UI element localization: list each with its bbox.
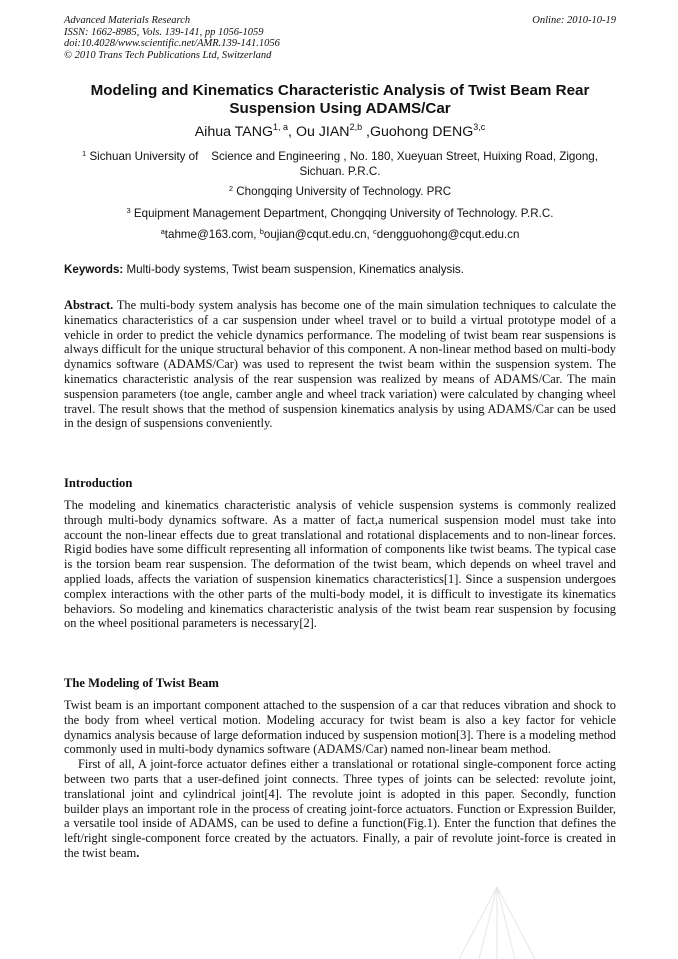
email-address[interactable]: oujian@cqut.edu.cn — [263, 228, 367, 241]
affiliation-mark: 3 — [126, 206, 131, 215]
author-name: Guohong DENG — [369, 124, 474, 140]
email-mark: c — [373, 227, 377, 236]
affiliation-2 — [64, 184, 616, 199]
author-superscript: 1, a — [273, 122, 289, 132]
author-line — [64, 124, 616, 141]
author-name: Aihua TANG — [194, 124, 274, 140]
copyright-line: © 2010 Trans Tech Publications Ltd, Switzerland — [64, 49, 272, 61]
affiliation-text: Equipment Management Department, Chongqing University of Technology. P.R.C. — [133, 207, 554, 220]
email-address[interactable]: tahme@163.com — [164, 228, 254, 241]
author-separator: , — [288, 124, 296, 140]
journal-name: Advanced Materials Research — [64, 15, 191, 26]
affiliation-text: Chongqing University of Technology. PRC — [236, 185, 452, 198]
keywords-label: Keywords: — [64, 263, 124, 276]
watermark-graphic — [455, 885, 540, 959]
email-address[interactable]: dengguohong@cqut.edu.cn — [376, 228, 520, 241]
email-mark: b — [259, 227, 264, 236]
email-mark: a — [160, 227, 165, 236]
email-separator: , — [366, 228, 373, 241]
introduction-paragraph: The modeling and kinematics characteristic analysis of vehicle suspension systems is commonly realized through multi-body dynamics software. As a matter of fact,a numerical suspension model must take into account the non-linear effects due to great translational and rotational displacements and to non-linear forces. Rigid bodies have some difficult representing all information of components like twist beams. The typical case is the torsion beam rear suspension. The deformation of the twist beam, which depends on wheel travel and applied loads, affects the variation of suspension kinematics characteristics[1]. Since a suspension undergoes complex interactions with the other parts of the multi-body model, it is difficult to investigate its kinematics behaviors. So modeling and kinematics characteristic analysis of the twist beam rear suspension by focusing on the wheel positional parameters is necessary[2]. — [64, 498, 616, 631]
doi-line: doi:10.4028/www.scientific.net/AMR.139-141.1056 — [64, 38, 280, 49]
modeling-section — [64, 698, 616, 861]
email-line — [64, 227, 616, 242]
issn-line: ISSN: 1662-8985, Vols. 139-141, pp 1056-1059 — [64, 26, 264, 38]
abstract-text: The multi-body system analysis has become one of the main simulation techniques to calculate the kinematics characteristics of a car suspension under wheel travel or to build a virtual prototype model of a vehicle in order to predict the vehicle dynamics performance. The modeling of twist beam rear suspensions is always difficult for the unique structural behavior of this component. A non-linear method based on multi-body dynamics software (ADAMS/Car) was used to represent the twist beam within the suspension system. The kinematics characteristic analysis of the rear suspension was realized by means of ADAMS/Car. The main suspension parameters (toe angle, camber angle and wheel track variation) were calculated by changing wheel travel. The result shows that the method of suspension kinematics analysis by using ADAMS/Car can be used in the design of suspensions conveniently. — [64, 298, 617, 431]
email-separator: , — [253, 228, 260, 241]
author-superscript: 2,b — [349, 122, 363, 132]
affiliation-text: Sichuan University of Science and Engineering , No. 180, Xueyuan Street, Huixing Road, Zigong, Sichuan. P.R.C. — [89, 150, 602, 178]
affiliation-mark: 1 — [82, 149, 87, 158]
abstract-label: Abstract. — [64, 298, 114, 312]
keywords-text: Multi-body systems, Twist beam suspension, Kinematics analysis. — [126, 263, 464, 276]
journal-header — [64, 15, 616, 61]
affiliation-mark: 2 — [228, 184, 234, 193]
modeling-heading: The Modeling of Twist Beam — [64, 676, 219, 690]
affiliation-1 — [64, 149, 616, 179]
author-superscript: 3,c — [473, 122, 486, 132]
abstract — [64, 298, 616, 431]
affiliation-3 — [64, 206, 616, 221]
author-separator: , — [362, 124, 370, 140]
modeling-paragraph-2 — [64, 757, 616, 861]
paper-title: Modeling and Kinematics Characteristic Analysis of Twist Beam Rear Suspension Using ADAMS/Car — [90, 82, 590, 117]
introduction-heading: Introduction — [64, 476, 133, 490]
author-name: Ou JIAN — [295, 124, 350, 140]
online-date: Online: 2010-10-19 — [532, 15, 616, 26]
keywords — [64, 263, 616, 277]
modeling-paragraph-1: Twist beam is an important component attached to the suspension of a car that reduces vibration and shock to the body from wheel vertical motion. Modeling accuracy for twist beam is also a key factor for vehicle dynamics analysis because of large deformation induced by suspension motion[3]. There is a modeling method commonly used in multi-body dynamics software (ADAMS/Car) named non-linear beam method. — [64, 698, 616, 757]
modeling-paragraph-2-text: First of all, A joint-force actuator defines either a translational or rotational single-component force acting between two parts that a user-defined joint connects. Three types of joints can be selected: revolute joint, translational joint and cylindrical joint[4]. The revolute joint is adopted in this paper. Secondly, function builder plays an important role in the process of creating joint-force actuators. Function or Expression Builder, a versatile tool inside of ADAMS, can be used to define a function(Fig.1). Enter the function that defines the left/right single-component force created by the actuators. Finally, a pair of revolute joint-force is created in the twist beam — [64, 757, 616, 860]
modeling-paragraph-2-end: . — [136, 845, 140, 860]
